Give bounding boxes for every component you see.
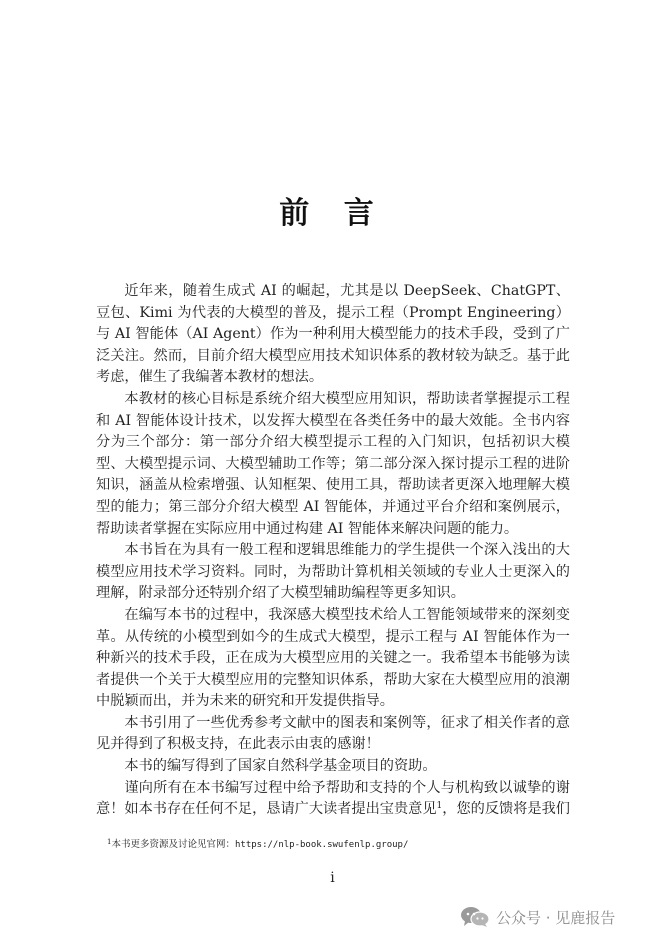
- paragraph: 近年来，随着生成式 AI 的崛起，尤其是以 DeepSeek、ChatGPT、豆包、Kimi 为代表的大模型的普及，提示工程（Prompt Engineering）与 AI 智能体（AI Agent）作为一种利用大模型能力的技术手段，受到了广泛关注。然而，目前介绍大模型应用技术知识体系的教材较为缺乏。基于此考虑，催生了我编著本教材的想法。: [96, 283, 570, 386]
- watermark-text: 公众号 · 见鹿报告: [496, 908, 616, 927]
- wechat-icon: [460, 906, 490, 928]
- paragraph-text: 谨向所有在本书编写过程中给予帮助和支持的个人与机构致以诚挚的谢意！如本书存在任何不足，恳请广大读者提出宝贵意见: [96, 779, 570, 818]
- page-title: 前 言: [279, 196, 386, 231]
- paragraph-text: ，您的反馈将是我们: [442, 801, 570, 818]
- footnote-mark: 1: [107, 838, 112, 846]
- watermark: [460, 905, 615, 929]
- paragraph: 本书的编写得到了国家自然科学基金项目的资助。: [124, 758, 437, 775]
- paragraph: 在编写本书的过程中，我深感大模型技术给人工智能领域带来的深刻变革。从传统的小模型到如今的生成式大模型，提示工程与 AI 智能体作为一种新兴的技术手段，正在成为大模型应用的关键之一。我希望本书能够为读者提供一个关于大模型应用的完整知识体系，帮助大家在大模型应用的浪潮中脱颖而出，并为未来的研究和开发提供指导。: [96, 606, 570, 710]
- paragraph: 本教材的核心目标是系统介绍大模型应用知识，帮助读者掌握提示工程和 AI 智能体设计技术，以发挥大模型在各类任务中的最大效能。全书内容分为三个部分：第一部分介绍大模型提示工程的入门知识，包括初识大模型、大模型提示词、大模型辅助工作等；第二部分深入探讨提示工程的进阶知识，涵盖从检索增强、认知框架、使用工具，帮助读者更深入地理解大模型的能力；第三部分介绍大模型 AI 智能体，并通过平台介绍和案例展示，帮助读者掌握在实际应用中通过构建 AI 智能体来解决问题的能力。: [96, 390, 570, 537]
- paragraph: 本书引用了一些优秀参考文献中的图表和案例等，征求了相关作者的意见并得到了积极支持，在此表示由衷的感谢！: [96, 714, 570, 753]
- paragraph: [96, 778, 570, 821]
- footnote-label: 本书更多资源及讨论见官网：: [111, 839, 235, 850]
- page-number: i: [330, 870, 335, 886]
- footnote: [107, 839, 567, 851]
- paragraph: 本书旨在为具有一般工程和逻辑思维能力的学生提供一个深入浅出的大模型应用技术学习资料。同时，为帮助计算机相关领域的专业人士更深入的理解，附录部分还特别介绍了大模型辅助编程等更多知识。: [96, 542, 570, 602]
- footnote-reference[interactable]: 1: [436, 801, 443, 812]
- preface-body: [96, 281, 570, 821]
- footnote-url[interactable]: https://nlp-book.swufenlp.group/: [234, 840, 409, 850]
